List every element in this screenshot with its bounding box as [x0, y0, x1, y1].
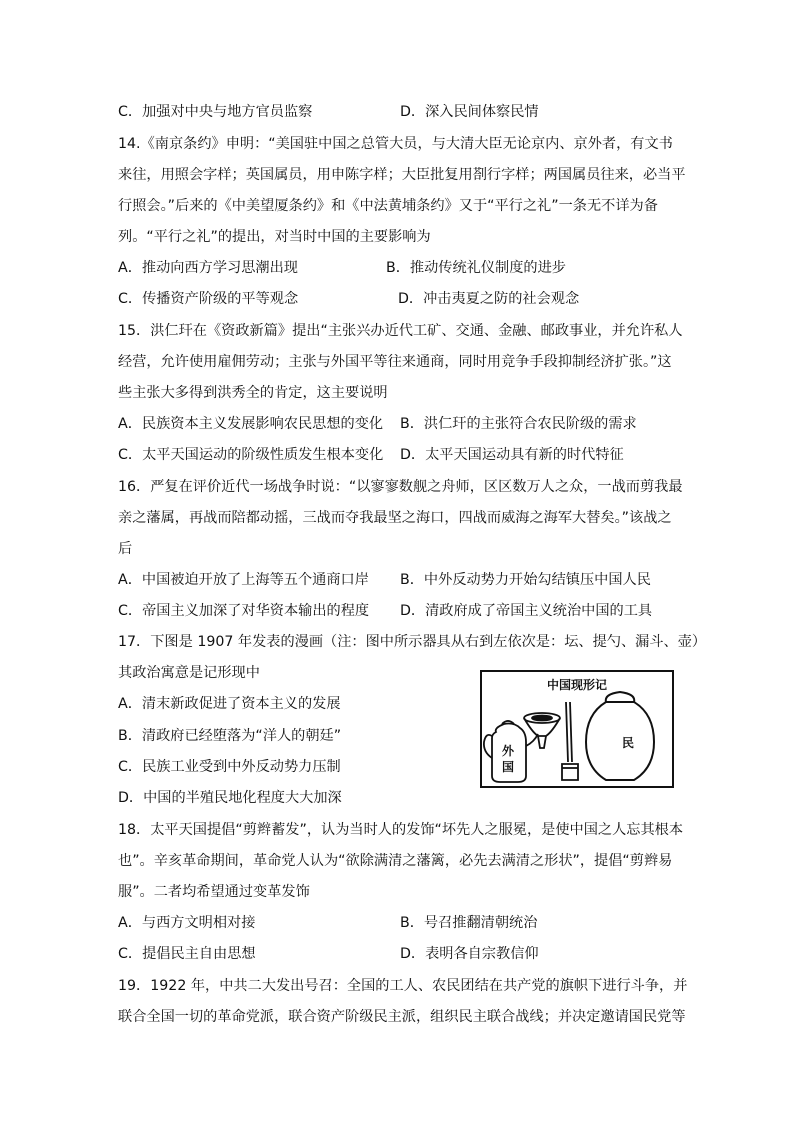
- q18-stem-line-3: 服”。二者均希望通过变革发饰: [118, 884, 310, 900]
- q15-stem-line-3: 些主张大多得到洪秀全的肯定，这主要说明: [118, 385, 388, 401]
- q16-stem-line-1: 16．严复在评价近代一场战争时说：“以寥寥数舰之舟师，区区数万人之众，一战而剪我最: [118, 479, 683, 495]
- q14-option-b: B．推动传统礼仪制度的进步: [386, 260, 566, 276]
- q17-option-d: D．中国的半殖民地化程度大大加深: [118, 790, 342, 806]
- q15-stem-line-2: 经营，允许使用雇佣劳动；主张与外国平等往来通商，同时用竞争手段抑制经济扩张。”这: [118, 354, 672, 370]
- q13-option-c: C．加强对中央与地方官员监察: [118, 104, 313, 120]
- q19-stem-line-1: 19．1922 年，中共二大发出号召：全国的工人、农民团结在共产党的旗帜下进行斗争，并: [118, 978, 688, 994]
- q18-option-b: B．号召推翻清朝统治: [400, 915, 538, 931]
- kettle-label-bottom: 国: [502, 760, 515, 774]
- q14-stem-line-3: 行照会。”后来的《中美望厦条约》和《中法黄埔条约》又于“平行之礼”一条无不详为备: [118, 198, 658, 214]
- q17-option-b: B．清政府已经堕落为“洋人的朝廷”: [118, 728, 342, 744]
- q16-option-c: C．帝国主义加深了对华资本输出的程度: [118, 603, 370, 619]
- q16-option-b: B．中外反动势力开始勾结镇压中国人民: [400, 572, 651, 588]
- q18-stem-line-1: 18．太平天国提倡“剪辫蓄发”，认为当时人的发饰“坏先人之服冕，是使中国之人忘其根本: [118, 822, 684, 838]
- q15-option-a: A．民族资本主义发展影响农民思想的变化: [118, 416, 384, 432]
- q15-option-d: D．太平天国运动具有新的时代特征: [400, 447, 624, 463]
- q17-option-c: C．民族工业受到中外反动势力压制: [118, 759, 341, 775]
- q15-option-c: C．太平天国运动的阶级性质发生根本变化: [118, 447, 384, 463]
- q18-option-c: C．提倡民主自由思想: [118, 946, 256, 962]
- funnel-icon: [524, 713, 560, 748]
- q13-option-d: D．深入民间体察民情: [400, 104, 539, 120]
- q14-stem-line-1: 14.《南京条约》申明：“美国驻中国之总管大员，与大清大臣无论京内、京外者，有文书: [118, 136, 673, 152]
- q16-stem-line-2: 亲之藩属，再战而陪都动摇，三战而夺我最坚之海口，四战而威海之海军大替矣。”该战之: [118, 510, 672, 526]
- jar-label: 民: [622, 736, 635, 750]
- q15-stem-line-1: 15．洪仁玕在《资政新篇》提出“主张兴办近代工矿、交通、金融、邮政事业，并允许私人: [118, 323, 683, 339]
- q14-stem-line-4: 列。“平行之礼”的提出，对当时中国的主要影响为: [118, 229, 431, 245]
- q14-option-a: A．推动向西方学习思潮出现: [118, 260, 298, 276]
- cartoon-title: 中国现形记: [546, 678, 607, 692]
- q18-option-a: A．与西方文明相对接: [118, 915, 256, 931]
- q18-option-d: D．表明各自宗教信仰: [400, 946, 539, 962]
- q18-stem-line-2: 也”。辛亥革命期间，革命党人认为“欲除满清之藩篱，必先去满清之形状”，提倡“剪辫易: [118, 853, 673, 869]
- kettle-label-top: 外: [502, 744, 515, 758]
- ladle-icon: [562, 702, 578, 780]
- q16-stem-line-3: 后: [118, 541, 133, 557]
- jar-icon: [586, 692, 654, 780]
- q14-stem-line-2: 来往，用照会字样；英国属员，用申陈字样；大臣批复用剳行字样；两国属员往来，必当平: [118, 167, 686, 183]
- q17-cartoon: [480, 670, 674, 788]
- q17-stem-line-1: 17．下图是 1907 年发表的漫画（注：图中所示器具从右到左依次是：坛、提勺、漏斗、壶）: [118, 634, 707, 650]
- q15-option-b: B．洪仁玕的主张符合农民阶级的需求: [400, 416, 637, 432]
- q17-option-a: A．清末新政促进了资本主义的发展: [118, 696, 341, 712]
- q19-stem-line-2: 联合全国一切的革命党派，联合资产阶级民主派，组织民主联合战线；并决定邀请国民党等: [118, 1009, 686, 1025]
- q14-option-d: D．冲击夷夏之防的社会观念: [398, 291, 580, 307]
- q16-option-d: D．清政府成了帝国主义统治中国的工具: [400, 603, 653, 619]
- q17-stem-line-2: 其政治寓意是记形现中: [118, 665, 260, 681]
- q16-option-a: A．中国被迫开放了上海等五个通商口岸: [118, 572, 369, 588]
- q14-option-c: C．传播资产阶级的平等观念: [118, 291, 299, 307]
